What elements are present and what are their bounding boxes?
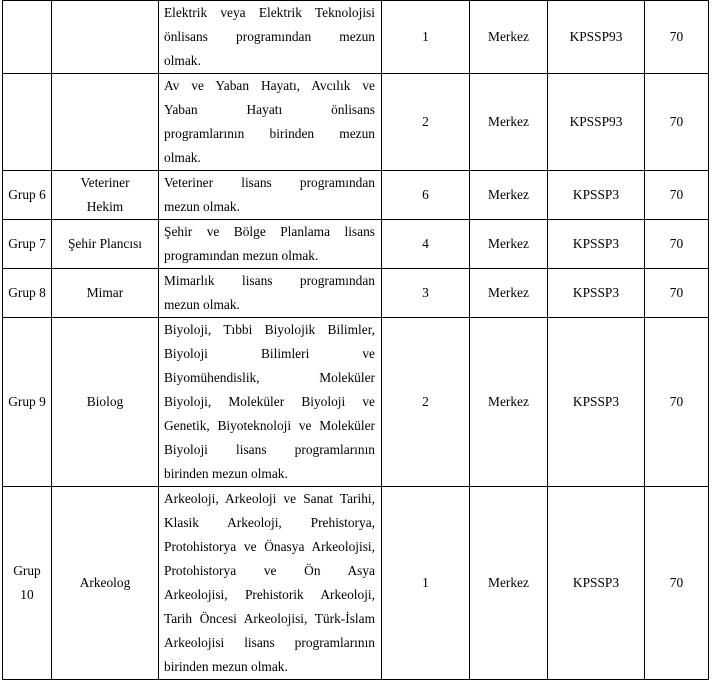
requirement-line: olmak. (164, 53, 201, 68)
table-row (3, 1, 709, 74)
min-score-cell: 70 (645, 1, 709, 74)
requirement-line: programından mezun olmak. (164, 248, 319, 263)
min-score-cell: 70 (645, 171, 709, 220)
count-cell: 1 (382, 1, 470, 74)
count-cell: 1 (382, 487, 470, 680)
position-title: Veteriner Hekim (80, 175, 130, 214)
group-label: Grup 10 (13, 563, 41, 602)
group-label: Grup 8 (8, 285, 46, 300)
requirement-cell (159, 220, 382, 269)
location-cell: Merkez (470, 487, 548, 680)
group-cell (3, 487, 52, 680)
title-cell (52, 74, 159, 171)
score-type-cell: KPSSP3 (548, 220, 645, 269)
position-title: Mimar (86, 285, 124, 300)
requirement-line: Arkeolojisi lisans programlarının (164, 635, 375, 650)
requirement-cell (159, 269, 382, 318)
requirement-line: Veteriner lisans programından (164, 175, 375, 190)
score-type-cell: KPSSP3 (548, 171, 645, 220)
requirement-line: birinden mezun olmak. (164, 659, 288, 674)
score-type-cell: KPSSP3 (548, 318, 645, 487)
requirement-line: Şehir ve Bölge Planlama lisans (164, 224, 375, 239)
requirement-line: Elektrik veya Elektrik Teknolojisi (164, 5, 375, 20)
table-row (3, 171, 709, 220)
requirement-cell (159, 1, 382, 74)
requirement-line: Biyoloji Bilimleri ve (164, 346, 375, 361)
location-cell: Merkez (470, 269, 548, 318)
requirement-line: Tarih Öncesi Arkeolojisi, Türk-İslam (164, 611, 375, 626)
table-row (3, 220, 709, 269)
title-cell (52, 318, 159, 487)
group-label: Grup 6 (8, 187, 46, 202)
requirement-line: Biyoloji lisans programlarının (164, 442, 375, 457)
group-label: Grup 9 (8, 394, 46, 409)
group-cell (3, 220, 52, 269)
requirement-line: Biyomühendislik, Moleküler (164, 370, 375, 385)
requirement-line: Protohistorya ve Ön Asya (164, 563, 375, 578)
positions-table (2, 0, 709, 680)
title-cell (52, 487, 159, 680)
requirement-line: Biyoloji, Moleküler Biyoloji ve (164, 394, 375, 409)
group-cell (3, 269, 52, 318)
count-cell: 2 (382, 74, 470, 171)
title-cell (52, 1, 159, 74)
score-type-cell: KPSSP93 (548, 1, 645, 74)
requirement-line: programlarının birinden mezun (164, 126, 375, 141)
requirement-line: Genetik, Biyoteknoloji ve Moleküler (164, 418, 375, 433)
requirement-cell (159, 487, 382, 680)
table-row (3, 318, 709, 487)
min-score-cell: 70 (645, 318, 709, 487)
table-row (3, 269, 709, 318)
group-label: Grup 7 (8, 236, 46, 251)
requirement-line: mezun olmak. (164, 297, 240, 312)
title-cell (52, 220, 159, 269)
score-type-cell: KPSSP3 (548, 487, 645, 680)
position-title: Şehir Plancısı (67, 236, 142, 251)
location-cell: Merkez (470, 74, 548, 171)
requirement-line: mezun olmak. (164, 199, 240, 214)
count-cell: 4 (382, 220, 470, 269)
location-cell: Merkez (470, 318, 548, 487)
min-score-cell: 70 (645, 220, 709, 269)
location-cell: Merkez (470, 220, 548, 269)
table-row (3, 487, 709, 680)
location-cell: Merkez (470, 171, 548, 220)
min-score-cell: 70 (645, 269, 709, 318)
min-score-cell: 70 (645, 74, 709, 171)
requirement-line: Mimarlık lisans programından (164, 273, 375, 288)
position-title: Arkeolog (79, 575, 131, 590)
location-cell: Merkez (470, 1, 548, 74)
table-body (3, 1, 709, 680)
table-row (3, 74, 709, 171)
requirement-line: Av ve Yaban Hayatı, Avcılık ve (164, 78, 375, 93)
requirement-cell (159, 171, 382, 220)
requirement-cell (159, 318, 382, 487)
group-cell (3, 74, 52, 171)
requirement-line: Arkeolojisi, Prehistorik Arkeoloji, (164, 587, 375, 602)
requirement-cell (159, 74, 382, 171)
count-cell: 3 (382, 269, 470, 318)
requirement-line: Biyoloji, Tıbbi Biyolojik Bilimler, (164, 322, 375, 337)
count-cell: 2 (382, 318, 470, 487)
group-cell (3, 318, 52, 487)
score-type-cell: KPSSP93 (548, 74, 645, 171)
title-cell (52, 171, 159, 220)
title-cell (52, 269, 159, 318)
requirement-line: olmak. (164, 150, 201, 165)
group-cell (3, 171, 52, 220)
requirement-line: Arkeoloji, Arkeoloji ve Sanat Tarihi, (164, 491, 375, 506)
count-cell: 6 (382, 171, 470, 220)
min-score-cell: 70 (645, 487, 709, 680)
requirement-line: Klasik Arkeoloji, Prehistorya, (164, 515, 375, 530)
position-title: Biolog (86, 394, 124, 409)
requirement-line: önlisans programından mezun (164, 29, 375, 44)
requirement-line: Yaban Hayatı önlisans (164, 102, 375, 117)
score-type-cell: KPSSP3 (548, 269, 645, 318)
requirement-line: Protohistorya ve Önasya Arkeolojisi, (164, 539, 375, 554)
requirement-line: birinden mezun olmak. (164, 466, 288, 481)
group-cell (3, 1, 52, 74)
